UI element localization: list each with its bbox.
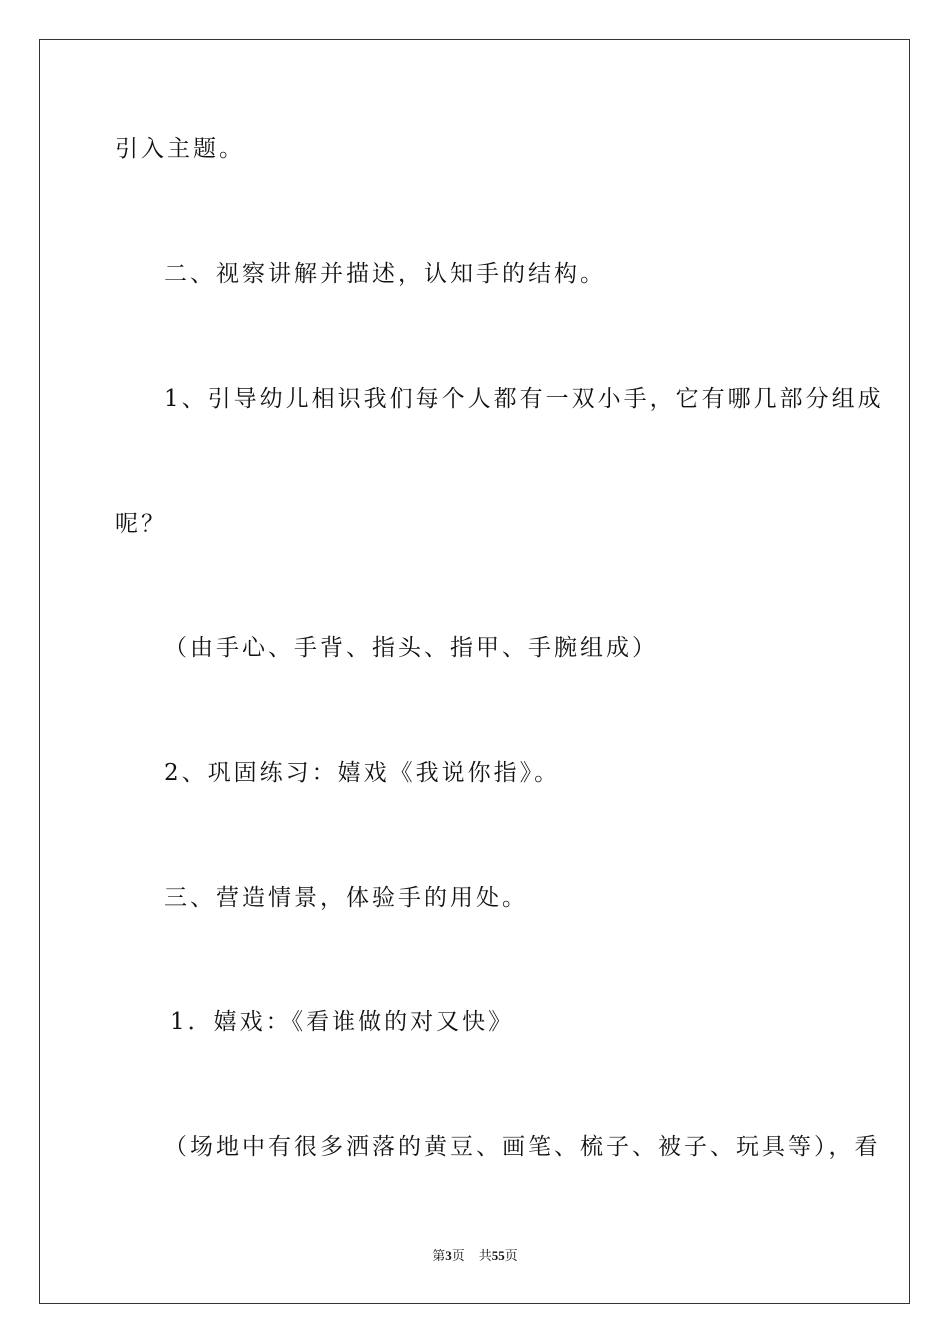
text-line-9: （场地中有很多洒落的黄豆、画笔、梳子、被子、玩具等），看	[164, 1134, 881, 1160]
text-line-7: 三、营造情景，体验手的用处。	[164, 885, 528, 911]
text-line-3: 1、引导幼儿相识我们每个人都有一双小手，它有哪几部分组成	[164, 386, 884, 412]
text-line-5: （由手心、手背、指头、指甲、手腕组成）	[164, 635, 658, 661]
page-footer	[0, 1247, 950, 1266]
page-frame	[39, 39, 910, 1304]
footer-page-number: 3	[445, 1248, 452, 1263]
text-line-2: 二、视察讲解并描述，认知手的结构。	[164, 261, 606, 287]
text-line-1: 引入主题。	[115, 136, 245, 162]
footer-total-pages: 55	[491, 1248, 505, 1263]
text-line-8: 1．嬉戏：《看谁做的对又快》	[170, 1009, 515, 1035]
text-line-4: 呢？	[115, 511, 167, 537]
footer-total-suffix: 页	[504, 1249, 518, 1264]
text-line-6: 2、巩固练习：嬉戏《我说你指》。	[164, 760, 561, 786]
footer-total-prefix: 共	[478, 1249, 492, 1264]
footer-page-prefix: 第	[432, 1249, 446, 1264]
footer-page-suffix: 页	[451, 1249, 465, 1264]
